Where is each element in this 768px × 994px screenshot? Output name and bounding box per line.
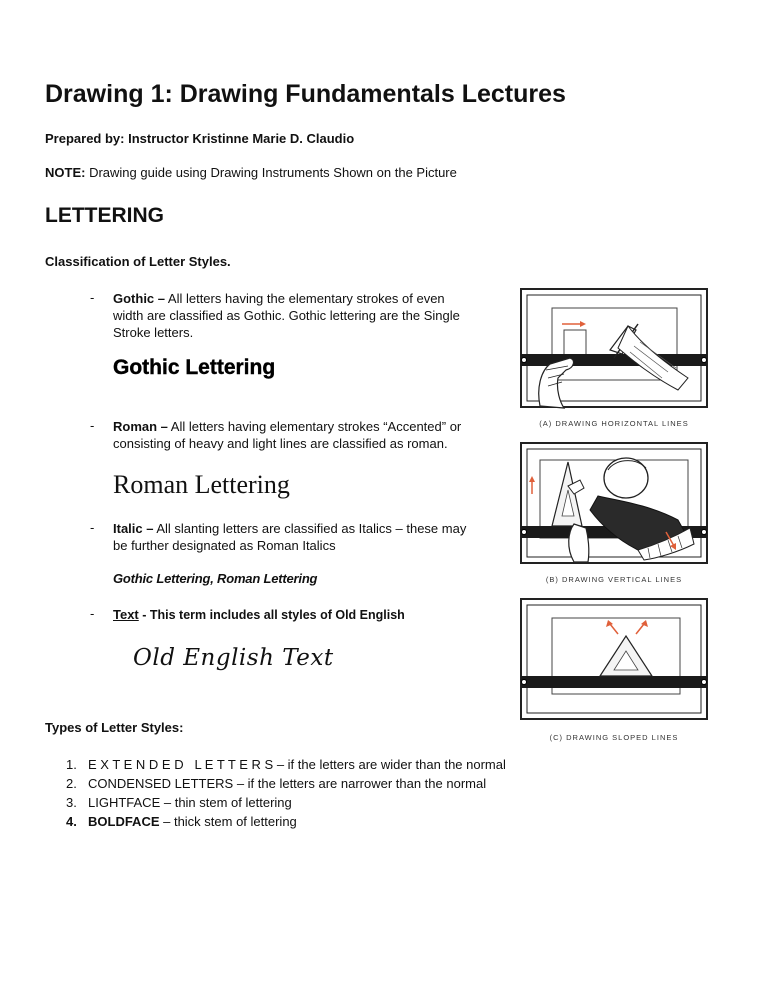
gothic-desc-2: width are classified as Gothic. Gothic lettering are the Single xyxy=(113,308,460,323)
gothic-desc-1: All letters having the elementary strokes of even xyxy=(165,291,445,306)
list-number: 2. xyxy=(66,776,77,791)
bullet-dash: - xyxy=(90,606,95,621)
bullet-dash: - xyxy=(90,418,95,433)
text-description xyxy=(113,606,498,624)
list-item xyxy=(66,757,506,772)
list-desc: – if the letters are narrower than the normal xyxy=(233,776,487,791)
gothic-term: Gothic – xyxy=(113,291,166,306)
figure-sloped-lines xyxy=(518,596,710,744)
note-text: Drawing guide using Drawing Instruments Shown on the Picture xyxy=(85,165,457,180)
list-item xyxy=(66,814,297,829)
bullet-dash: - xyxy=(90,520,95,535)
types-heading: Types of Letter Styles: xyxy=(45,720,184,735)
section-heading: LETTERING xyxy=(45,204,164,227)
old-english-sample: Old English Text xyxy=(133,645,334,671)
list-number: 3. xyxy=(66,795,77,810)
figure-horizontal-lines xyxy=(518,286,710,431)
roman-term: Roman – xyxy=(113,419,168,434)
text-desc-1: - This term includes all styles of Old English xyxy=(138,608,405,622)
italic-desc-1: All slanting letters are classified as Italics – these may xyxy=(153,521,467,536)
bullet-dash: - xyxy=(90,290,95,305)
roman-desc-1: All letters having elementary strokes “Accented” or xyxy=(167,419,462,434)
list-number: 1. xyxy=(66,757,77,772)
roman-description xyxy=(113,418,498,452)
figure-a-caption: (A) DRAWING HORIZONTAL LINES xyxy=(539,419,689,428)
italic-description xyxy=(113,520,498,554)
figure-vertical-lines xyxy=(518,440,710,588)
figure-c-caption: (C) DRAWING SLOPED LINES xyxy=(549,733,679,742)
roman-desc-2: consisting of heavy and light lines are classified as roman. xyxy=(113,436,448,451)
list-term: LIGHTFACE xyxy=(88,795,161,810)
list-item xyxy=(66,776,486,791)
figure-b-caption: (B) DRAWING VERTICAL LINES xyxy=(545,575,683,584)
classification-heading: Classification of Letter Styles. xyxy=(45,254,231,269)
list-desc: – if the letters are wider than the normal xyxy=(273,757,506,772)
note-line xyxy=(45,165,457,180)
list-item xyxy=(66,795,292,810)
vertical-lines-illustration xyxy=(518,440,710,570)
list-desc: – thick stem of lettering xyxy=(159,814,297,829)
italic-term: Italic – xyxy=(113,521,154,536)
note-label: NOTE: xyxy=(45,165,86,180)
list-term: E X T E N D E D L E T T E R S xyxy=(88,757,274,772)
horizontal-lines-illustration xyxy=(518,286,710,414)
prepared-by: Prepared by: Instructor Kristinne Marie D. Claudio xyxy=(45,131,355,146)
gothic-description xyxy=(113,290,498,341)
sloped-lines-illustration xyxy=(518,596,710,724)
list-desc: – thin stem of lettering xyxy=(160,795,292,810)
gothic-sample: Gothic Lettering xyxy=(113,356,276,379)
list-term: CONDENSED LETTERS xyxy=(88,776,234,791)
gothic-desc-3: Stroke letters. xyxy=(113,325,194,340)
italic-desc-2: be further designated as Roman Italics xyxy=(113,538,336,553)
italic-sample: Gothic Lettering, Roman Lettering xyxy=(113,571,318,586)
list-number: 4. xyxy=(66,814,77,829)
roman-sample: Roman Lettering xyxy=(113,470,290,499)
list-term: BOLDFACE xyxy=(88,814,160,829)
text-term: Text xyxy=(113,607,139,622)
page-title: Drawing 1: Drawing Fundamentals Lectures xyxy=(45,80,566,108)
